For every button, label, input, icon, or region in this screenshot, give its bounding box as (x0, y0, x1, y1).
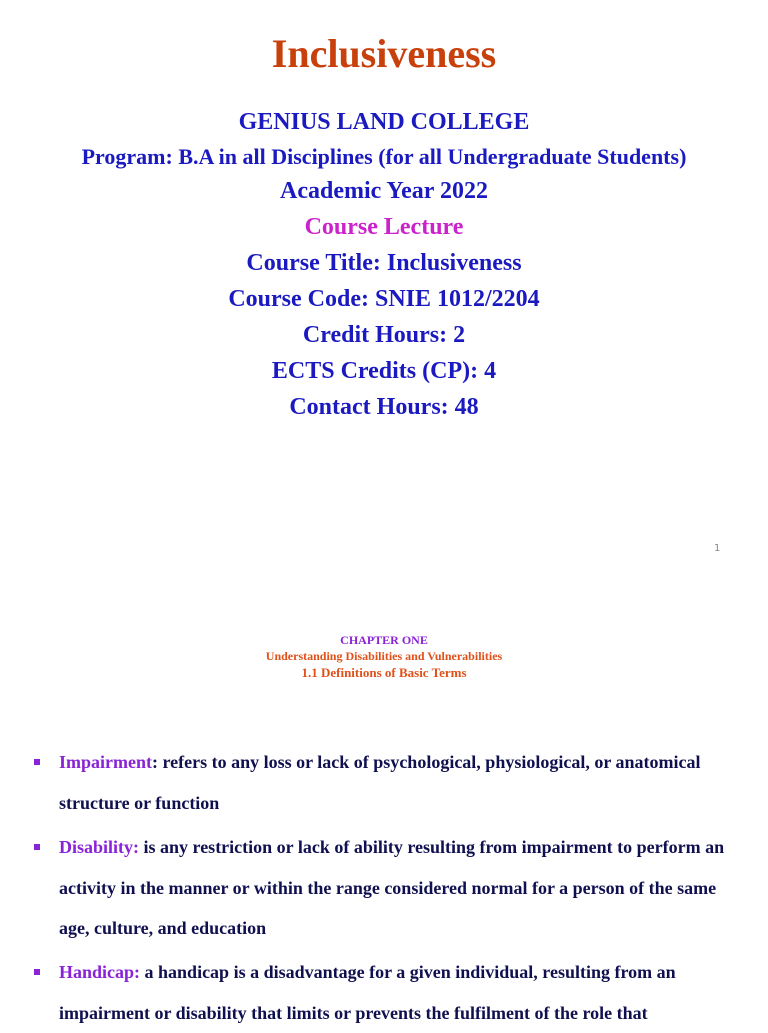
course-title: Course Title: Inclusiveness (246, 250, 522, 276)
definition-text: : refers to any loss or lack of psychological, physiological, or anatomical structure or function (59, 752, 701, 813)
credit-hours: Credit Hours: 2 (302, 322, 466, 348)
chapter-title: Understanding Disabilities and Vulnerabilities (265, 649, 503, 663)
contact-hours: Contact Hours: 48 (289, 394, 479, 420)
course-code: Course Code: SNIE 1012/2204 (228, 286, 540, 312)
section-heading: 1.1 Definitions of Basic Terms (301, 665, 467, 680)
bullet-marker (34, 969, 40, 975)
chapter-label: CHAPTER ONE (340, 633, 428, 647)
ects-credits: ECTS Credits (CP): 4 (271, 358, 497, 384)
definition-term: Handicap: (59, 962, 141, 982)
slide-title: Inclusiveness (271, 31, 497, 76)
course-lecture: Course Lecture (304, 214, 464, 240)
definition-item (59, 952, 749, 1033)
academic-year: Academic Year 2022 (280, 178, 488, 204)
definition-item (59, 827, 749, 949)
bullet-marker (34, 844, 40, 850)
definition-term: Disability: (59, 837, 140, 857)
page-number: 1 (714, 543, 721, 554)
program-line: Program: B.A in all Disciplines (for all Undergraduate Students) (81, 144, 687, 169)
definition-item (59, 742, 749, 823)
definition-text: is any restriction or lack of ability resulting from impairment to perform an activity in the manner or within the range considered normal for a person of the same age, culture, and education (59, 837, 725, 938)
definition-term: Impairment (59, 752, 152, 772)
bullet-marker (34, 759, 40, 765)
college-name: GENIUS LAND COLLEGE (238, 109, 530, 135)
definition-text: a handicap is a disadvantage for a given individual, resulting from an impairment or disability that limits or prevents the fulfilment of the role that (59, 962, 676, 1023)
